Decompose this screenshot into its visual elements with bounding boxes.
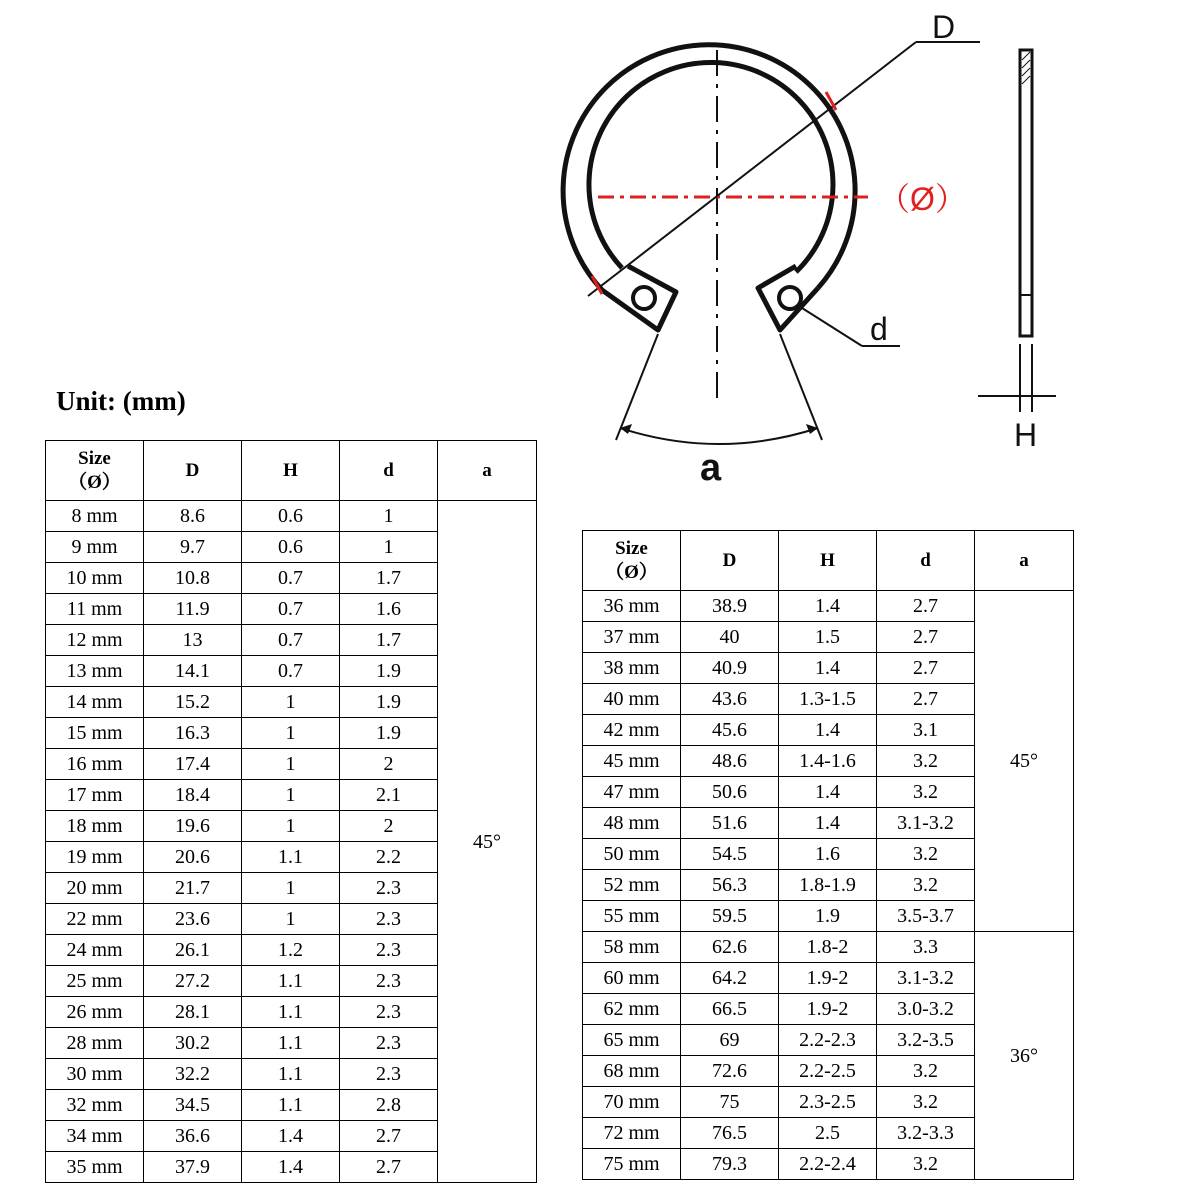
cell-d-hole: 2 <box>340 811 438 842</box>
cell-d-hole: 2.3 <box>340 997 438 1028</box>
cell-size: 45 mm <box>583 746 681 777</box>
unit-label: Unit: (mm) <box>56 386 186 416</box>
cell-size: 9 mm <box>46 532 144 563</box>
cell-d-hole: 1.6 <box>340 594 438 625</box>
cell-d-hole: 3.2-3.5 <box>877 1025 975 1056</box>
cell-size: 52 mm <box>583 870 681 901</box>
cell-h: 0.7 <box>242 656 340 687</box>
cell-h: 1.4 <box>242 1152 340 1183</box>
cell-d-hole: 2.7 <box>877 653 975 684</box>
cell-size: 65 mm <box>583 1025 681 1056</box>
cell-size: 26 mm <box>46 997 144 1028</box>
cell-d-hole: 2.3 <box>340 935 438 966</box>
cell-size: 55 mm <box>583 901 681 932</box>
cell-h: 1.9-2 <box>779 963 877 994</box>
label-h: H <box>1014 417 1038 453</box>
cell-d-outer: 26.1 <box>144 935 242 966</box>
cell-d-hole: 3.2 <box>877 839 975 870</box>
cell-d-hole: 2.7 <box>877 622 975 653</box>
cell-angle: 36° <box>975 932 1074 1180</box>
d-leader-line <box>588 42 916 296</box>
table-row <box>583 591 1074 622</box>
side-view-body <box>1020 50 1032 336</box>
cell-h: 0.6 <box>242 532 340 563</box>
cell-h: 1.2 <box>242 935 340 966</box>
cell-h: 1.4-1.6 <box>779 746 877 777</box>
cell-h: 2.2-2.5 <box>779 1056 877 1087</box>
cell-size: 35 mm <box>46 1152 144 1183</box>
cell-d-hole: 3.2 <box>877 1087 975 1118</box>
cell-d-hole: 3.5-3.7 <box>877 901 975 932</box>
cell-d-hole: 1.9 <box>340 656 438 687</box>
cell-angle: 45° <box>975 591 1074 932</box>
cell-d-outer: 64.2 <box>681 963 779 994</box>
cell-d-hole: 2.7 <box>340 1152 438 1183</box>
cell-d-outer: 69 <box>681 1025 779 1056</box>
cell-d-outer: 76.5 <box>681 1118 779 1149</box>
table-header-row <box>46 441 537 501</box>
cell-size: 11 mm <box>46 594 144 625</box>
cell-d-outer: 9.7 <box>144 532 242 563</box>
header-d-hole: d <box>340 441 438 501</box>
cell-size: 70 mm <box>583 1087 681 1118</box>
header-size-line1: Size <box>78 447 111 469</box>
cell-size: 42 mm <box>583 715 681 746</box>
side-view-hatch-2 <box>1022 60 1030 68</box>
angle-line-right <box>780 334 822 440</box>
cell-size: 18 mm <box>46 811 144 842</box>
header-size-line2: （Ø） <box>68 471 121 493</box>
cell-size: 17 mm <box>46 780 144 811</box>
cell-d-hole: 1.7 <box>340 563 438 594</box>
cell-h: 1 <box>242 749 340 780</box>
cell-d-hole: 2.3 <box>340 1059 438 1090</box>
cell-size: 30 mm <box>46 1059 144 1090</box>
cell-d-hole: 3.2 <box>877 1056 975 1087</box>
cell-d-outer: 32.2 <box>144 1059 242 1090</box>
spec-table-left <box>45 440 537 1183</box>
cell-d-hole: 2 <box>340 749 438 780</box>
cell-d-outer: 14.1 <box>144 656 242 687</box>
cell-d-outer: 48.6 <box>681 746 779 777</box>
cell-d-outer: 62.6 <box>681 932 779 963</box>
cell-size: 12 mm <box>46 625 144 656</box>
cell-size: 37 mm <box>583 622 681 653</box>
table-body-left <box>46 501 537 1183</box>
label-d-hole: d <box>870 311 888 347</box>
cell-d-outer: 21.7 <box>144 873 242 904</box>
cell-d-outer: 19.6 <box>144 811 242 842</box>
cell-d-outer: 38.9 <box>681 591 779 622</box>
cell-d-hole: 1.9 <box>340 687 438 718</box>
cell-h: 1.1 <box>242 966 340 997</box>
cell-size: 62 mm <box>583 994 681 1025</box>
cell-h: 1.9-2 <box>779 994 877 1025</box>
cell-h: 1.6 <box>779 839 877 870</box>
cell-h: 0.7 <box>242 563 340 594</box>
circlip-diagram <box>560 0 1080 500</box>
cell-d-hole: 2.7 <box>877 684 975 715</box>
cell-h: 1.4 <box>242 1121 340 1152</box>
cell-size: 14 mm <box>46 687 144 718</box>
cell-d-outer: 15.2 <box>144 687 242 718</box>
cell-size: 19 mm <box>46 842 144 873</box>
right-lug <box>758 266 818 330</box>
cell-h: 2.2-2.3 <box>779 1025 877 1056</box>
cell-d-outer: 43.6 <box>681 684 779 715</box>
cell-size: 75 mm <box>583 1149 681 1180</box>
cell-size: 68 mm <box>583 1056 681 1087</box>
header-d-hole: d <box>877 531 975 591</box>
cell-size: 72 mm <box>583 1118 681 1149</box>
cell-h: 1.1 <box>242 1090 340 1121</box>
cell-h: 1.4 <box>779 715 877 746</box>
cell-d-outer: 10.8 <box>144 563 242 594</box>
cell-h: 1 <box>242 873 340 904</box>
cell-size: 10 mm <box>46 563 144 594</box>
cell-d-hole: 3.2 <box>877 870 975 901</box>
cell-d-outer: 51.6 <box>681 808 779 839</box>
label-d-outer: D <box>932 9 956 45</box>
cell-size: 15 mm <box>46 718 144 749</box>
cell-d-outer: 17.4 <box>144 749 242 780</box>
cell-d-outer: 72.6 <box>681 1056 779 1087</box>
cell-d-hole: 1.9 <box>340 718 438 749</box>
cell-h: 1 <box>242 687 340 718</box>
cell-size: 8 mm <box>46 501 144 532</box>
cell-h: 1.1 <box>242 1059 340 1090</box>
angle-arc <box>620 428 818 444</box>
cell-d-hole: 2.3 <box>340 966 438 997</box>
table-row <box>46 501 537 532</box>
cell-d-hole: 1 <box>340 532 438 563</box>
cell-d-outer: 56.3 <box>681 870 779 901</box>
cell-h: 1 <box>242 811 340 842</box>
cell-d-hole: 2.1 <box>340 780 438 811</box>
cell-d-outer: 34.5 <box>144 1090 242 1121</box>
cell-h: 2.5 <box>779 1118 877 1149</box>
cell-d-hole: 3.1-3.2 <box>877 808 975 839</box>
cell-h: 1.5 <box>779 622 877 653</box>
header-d-outer: D <box>144 441 242 501</box>
cell-d-hole: 3.2 <box>877 746 975 777</box>
cell-d-outer: 36.6 <box>144 1121 242 1152</box>
cell-d-hole: 3.1-3.2 <box>877 963 975 994</box>
cell-angle: 45° <box>438 501 537 1183</box>
header-d-outer: D <box>681 531 779 591</box>
cell-d-outer: 45.6 <box>681 715 779 746</box>
cell-size: 40 mm <box>583 684 681 715</box>
cell-d-outer: 8.6 <box>144 501 242 532</box>
cell-d-hole: 1.7 <box>340 625 438 656</box>
cell-size: 22 mm <box>46 904 144 935</box>
cell-d-outer: 59.5 <box>681 901 779 932</box>
side-view-hatch-4 <box>1022 76 1030 84</box>
cell-size: 48 mm <box>583 808 681 839</box>
cell-h: 1.1 <box>242 1028 340 1059</box>
cell-size: 60 mm <box>583 963 681 994</box>
cell-size: 28 mm <box>46 1028 144 1059</box>
cell-h: 1.9 <box>779 901 877 932</box>
cell-d-hole: 2.3 <box>340 904 438 935</box>
d-hole-leader <box>802 308 862 346</box>
cell-d-outer: 79.3 <box>681 1149 779 1180</box>
cell-size: 47 mm <box>583 777 681 808</box>
ring-inner-arc <box>589 63 833 272</box>
cell-h: 1.1 <box>242 997 340 1028</box>
cell-d-outer: 11.9 <box>144 594 242 625</box>
cell-d-outer: 40.9 <box>681 653 779 684</box>
cell-d-hole: 3.3 <box>877 932 975 963</box>
cell-h: 1.3-1.5 <box>779 684 877 715</box>
cell-h: 1 <box>242 718 340 749</box>
cell-d-outer: 30.2 <box>144 1028 242 1059</box>
cell-h: 1.4 <box>779 653 877 684</box>
cell-size: 34 mm <box>46 1121 144 1152</box>
cell-size: 13 mm <box>46 656 144 687</box>
cell-h: 1.4 <box>779 808 877 839</box>
header-h: H <box>242 441 340 501</box>
cell-d-hole: 1 <box>340 501 438 532</box>
cell-d-outer: 18.4 <box>144 780 242 811</box>
cell-h: 1.4 <box>779 591 877 622</box>
cell-size: 50 mm <box>583 839 681 870</box>
cell-size: 16 mm <box>46 749 144 780</box>
cell-d-outer: 37.9 <box>144 1152 242 1183</box>
header-a: a <box>975 531 1074 591</box>
header-size-line1: Size <box>615 537 648 559</box>
cell-h: 1.4 <box>779 777 877 808</box>
cell-h: 1.8-1.9 <box>779 870 877 901</box>
side-view-hatch-3 <box>1022 68 1030 76</box>
right-lug-hole <box>779 287 801 309</box>
cell-d-hole: 2.3 <box>340 873 438 904</box>
cell-d-hole: 3.1 <box>877 715 975 746</box>
cell-d-hole: 2.8 <box>340 1090 438 1121</box>
cell-size: 58 mm <box>583 932 681 963</box>
cell-size: 24 mm <box>46 935 144 966</box>
cell-size: 38 mm <box>583 653 681 684</box>
cell-h: 2.2-2.4 <box>779 1149 877 1180</box>
cell-h: 1.8-2 <box>779 932 877 963</box>
cell-h: 0.7 <box>242 625 340 656</box>
header-h: H <box>779 531 877 591</box>
table-header-row <box>583 531 1074 591</box>
label-angle: a <box>700 447 722 489</box>
cell-size: 20 mm <box>46 873 144 904</box>
label-diameter: （Ø） <box>878 181 967 217</box>
cell-d-hole: 3.0-3.2 <box>877 994 975 1025</box>
table-row <box>583 932 1074 963</box>
cell-d-outer: 75 <box>681 1087 779 1118</box>
cell-d-hole: 2.7 <box>877 591 975 622</box>
cell-d-outer: 20.6 <box>144 842 242 873</box>
cell-size: 36 mm <box>583 591 681 622</box>
cell-h: 1 <box>242 904 340 935</box>
cell-d-hole: 3.2 <box>877 777 975 808</box>
header-size <box>46 441 144 501</box>
cell-d-outer: 23.6 <box>144 904 242 935</box>
cell-d-outer: 28.1 <box>144 997 242 1028</box>
cell-d-outer: 16.3 <box>144 718 242 749</box>
cell-d-outer: 13 <box>144 625 242 656</box>
cell-d-outer: 50.6 <box>681 777 779 808</box>
cell-d-hole: 2.3 <box>340 1028 438 1059</box>
side-view-hatch-1 <box>1022 52 1030 60</box>
cell-d-outer: 40 <box>681 622 779 653</box>
cell-d-hole: 3.2-3.3 <box>877 1118 975 1149</box>
left-lug-hole <box>633 287 655 309</box>
cell-d-hole: 2.2 <box>340 842 438 873</box>
cell-size: 25 mm <box>46 966 144 997</box>
cell-d-outer: 66.5 <box>681 994 779 1025</box>
header-size-line2: （Ø） <box>605 561 658 583</box>
cell-h: 2.3-2.5 <box>779 1087 877 1118</box>
header-a: a <box>438 441 537 501</box>
header-size <box>583 531 681 591</box>
cell-d-outer: 27.2 <box>144 966 242 997</box>
cell-d-hole: 3.2 <box>877 1149 975 1180</box>
cell-h: 0.7 <box>242 594 340 625</box>
cell-size: 32 mm <box>46 1090 144 1121</box>
cell-h: 1 <box>242 780 340 811</box>
cell-h: 1.1 <box>242 842 340 873</box>
table-body-right <box>583 591 1074 1180</box>
cell-d-outer: 54.5 <box>681 839 779 870</box>
angle-line-left <box>616 334 658 440</box>
cell-h: 0.6 <box>242 501 340 532</box>
spec-table-right <box>582 530 1074 1180</box>
cell-d-hole: 2.7 <box>340 1121 438 1152</box>
